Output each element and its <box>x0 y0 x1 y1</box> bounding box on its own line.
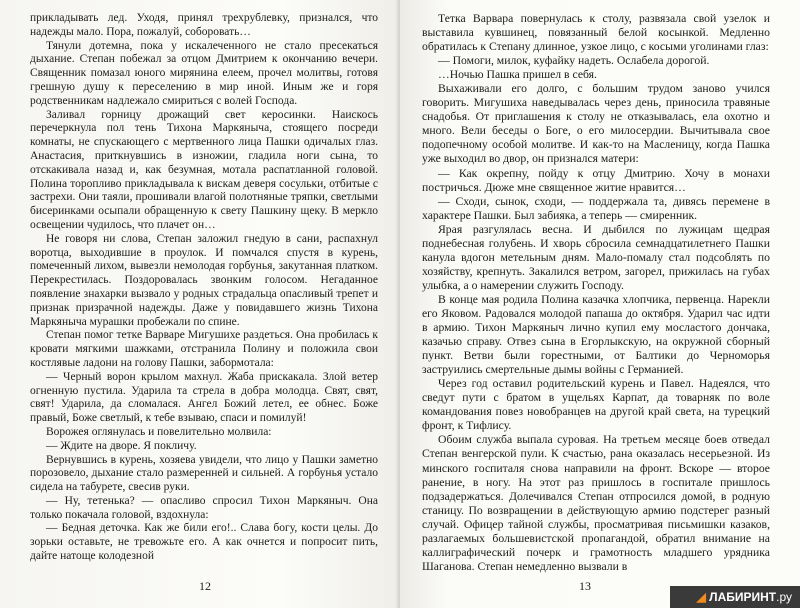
page-number: 12 <box>199 579 211 593</box>
labirint-watermark <box>670 586 800 608</box>
paragraph: — Как окрепну, пойду к отцу Дмитрию. Хочу в монахи постричься. Дюже мне священное житие нравится… <box>422 166 770 194</box>
paragraph: В конце мая родила Полина казачка хлопчика, первенца. Нарекли его Яковом. Радовался молодой папаша до октября. Ударил час идти в армию. Тихон Маркяныч лично купил ему мосластого дончака, казачью справу. Отвез сына в Егорлыкскую, на окружной сборный пункт. Ветви были горестными, от Балтики до Черноморья заструились смертельные дымы войны с Германией. <box>422 292 770 377</box>
paragraph: Степан помог тетке Варваре Мигушихе раздеться. Она пробилась к кровати мягкими шажками, отстранила Полину и положила свои костлявые ладони на голову Пашки, забормотала: <box>30 329 378 369</box>
paragraph: …Ночью Пашка пришел в себя. <box>438 68 597 82</box>
left-page-text <box>30 12 378 564</box>
paragraph: Заливал горницу дрожащий свет керосинки. Наискось перечеркнула пол тень Тихона Маркяныча, стоящего посреди комнаты, не спускающего с мертвенного лица Пашки одичалых глаз. Анастасия, приткнувшись в изножии, гладила ноги сына, то отскакивала назад и, как безумная, мотала распатланной головой. Полина торопливо прикладывала к вискам деверя сосульки, отбитые с застрехи. Они таяли, прошивали влагой полотняные тряпки, светлыми бисеринками осыпали обращенную к свету Пашкину щеку. В меркло освещении чудилось, что плачет он… <box>30 108 378 231</box>
paragraph: Ворожея оглянулась и повелительно молвила: <box>46 425 272 438</box>
paragraph: — Бедная деточка. Как же били его!.. Слава богу, кости целы. До зорьки оставьте, не тревожьте его. А как очнется и попросит пить, дайте натоще колодезной <box>30 522 378 563</box>
paragraph: Через год оставил родительский курень и Павел. Надеялся, что сведут пути с братом в ущельях Карпат, да товарняк по воле командования повез новобранцев на другой край света, на турецкий фронт, к Тифлису. <box>422 377 770 433</box>
paragraph: Обоим служба выпала суровая. На третьем месяце боев отведал Степан венгерской пули. К счастью, рана оказалась несерьезной. Из минского госпиталя снова направили на фронт. Вскоре — второе ранение, в ногу. На этот раз пришлось в госпитале пришлось подзадержаться. Долечивался Степан отпросился домой, в родную станицу. По возвращении в действующую армию подстерег разный случай. Офицер тайной службы, просматривая письмишки казаков, разлагаемых большевистской пропагандой, обратил внимание на каллиграфический почерк и грамотность младшего урядника Шаганова. Степан немедленно вызвали в <box>422 433 770 573</box>
paragraph: — Черный ворон крылом махнул. Жаба прискакала. Злой ветер огненную пустила. Ударила та стрела в добра молодца. Свят, свят, свят! Ударила, да сломалася. Ангел Божий летел, ее обнес. Боже правый, Боже светлый, к тебе взываю, спаси и помилуй! <box>30 370 378 425</box>
labirint-logo-icon: ◢ <box>696 590 706 604</box>
paragraph: — Ждите на дворе. Я покличу. <box>46 439 197 452</box>
paragraph: Вернувшись в курень, хозяева увидели, что лицо у Пашки заметно порозовело, дыхание стало размеренней и сильней. А горбунья устало сидела на табурете, свесив руки. <box>30 453 378 494</box>
paragraph: Не говоря ни слова, Степан заложил гнедую в сани, распахнул воротца, выходившие в проулок. И помчался спустя в курень, помеченный лихом, вывезли немолодая горбунья, закутанная платком. Перекрестилась. Поздоровалась звонким голосом. Негаданное появление знахарки вызвало у родных страдальца опасливый трепет и признак призрачной надежды. Даже у повидавшего жизнь Тихона Маркяныча мурашки пробежали по спине. <box>30 232 378 328</box>
paragraph: — Помоги, милок, куфайку надеть. Ослабела дорогой. <box>438 54 710 68</box>
paragraph: прикладывать лед. Уходя, принял трехрублевку, признался, что надежды мало. Пора, пожалуй, соборовать… <box>30 12 378 38</box>
right-page <box>400 0 800 608</box>
labirint-logo-text: ЛАБИРИНТ <box>709 590 777 604</box>
right-page-text <box>422 12 770 574</box>
paragraph: — Ну, тетенька? — опасливо спросил Тихон Маркяныч. Она только покачала головой, вздохнула: <box>30 494 378 521</box>
paragraph: Тетка Варвара повернулась к столу, развязала свой узелок и выставила кувшинец, повязанный белой косынкой. Медленно обратилась к Степану длинное, узкое лицо, с косыми уголинами глаз: <box>422 12 770 54</box>
paragraph: — Сходи, сынок, сходи, — поддержала та, дивясь перемене в характере Пашки. Был забияка, а теперь — смиренник. <box>422 194 770 222</box>
paragraph: Ярая разгулялась весна. И дыбился по лужицам щедрая поднебесная голубень. И хворь сбросила семнадцатилетнего Пашки канула вдогон метельным дням. Мало-помалу стал подсоблять по хозяйству, крепнуть. Закалился ветром, загорел, прижилась на губах улыбка, а о намерении служить Господу. <box>422 222 770 292</box>
page-number: 13 <box>579 579 591 593</box>
paragraph: Тянули дотемна, пока у искалеченного не стало пресекаться дыхание. Степан побежал за отцом Дмитрием к окончанию вечери. Священник помазал юного мирянина елеем, прочел молитвы, готовя грешную душу к переселению в мир иной. Иным же и горя родственникам надлежало смириться с волей Господа. <box>30 39 378 107</box>
labirint-logo-suffix: .ру <box>776 590 792 604</box>
paragraph: Выхаживали его долго, с большим трудом заново учился говорить. Мигушиха наведывалась через день, приносила травяные снадобья. От приглашения к столу не отказывалась, ела охотно и много. Вели беседы о Боге, о его милосердии. Вычитывала свое подопечному особой молитве. И как-то на Масленицу, когда Пашка уже выходил во двор, он признался матери: <box>422 82 770 166</box>
